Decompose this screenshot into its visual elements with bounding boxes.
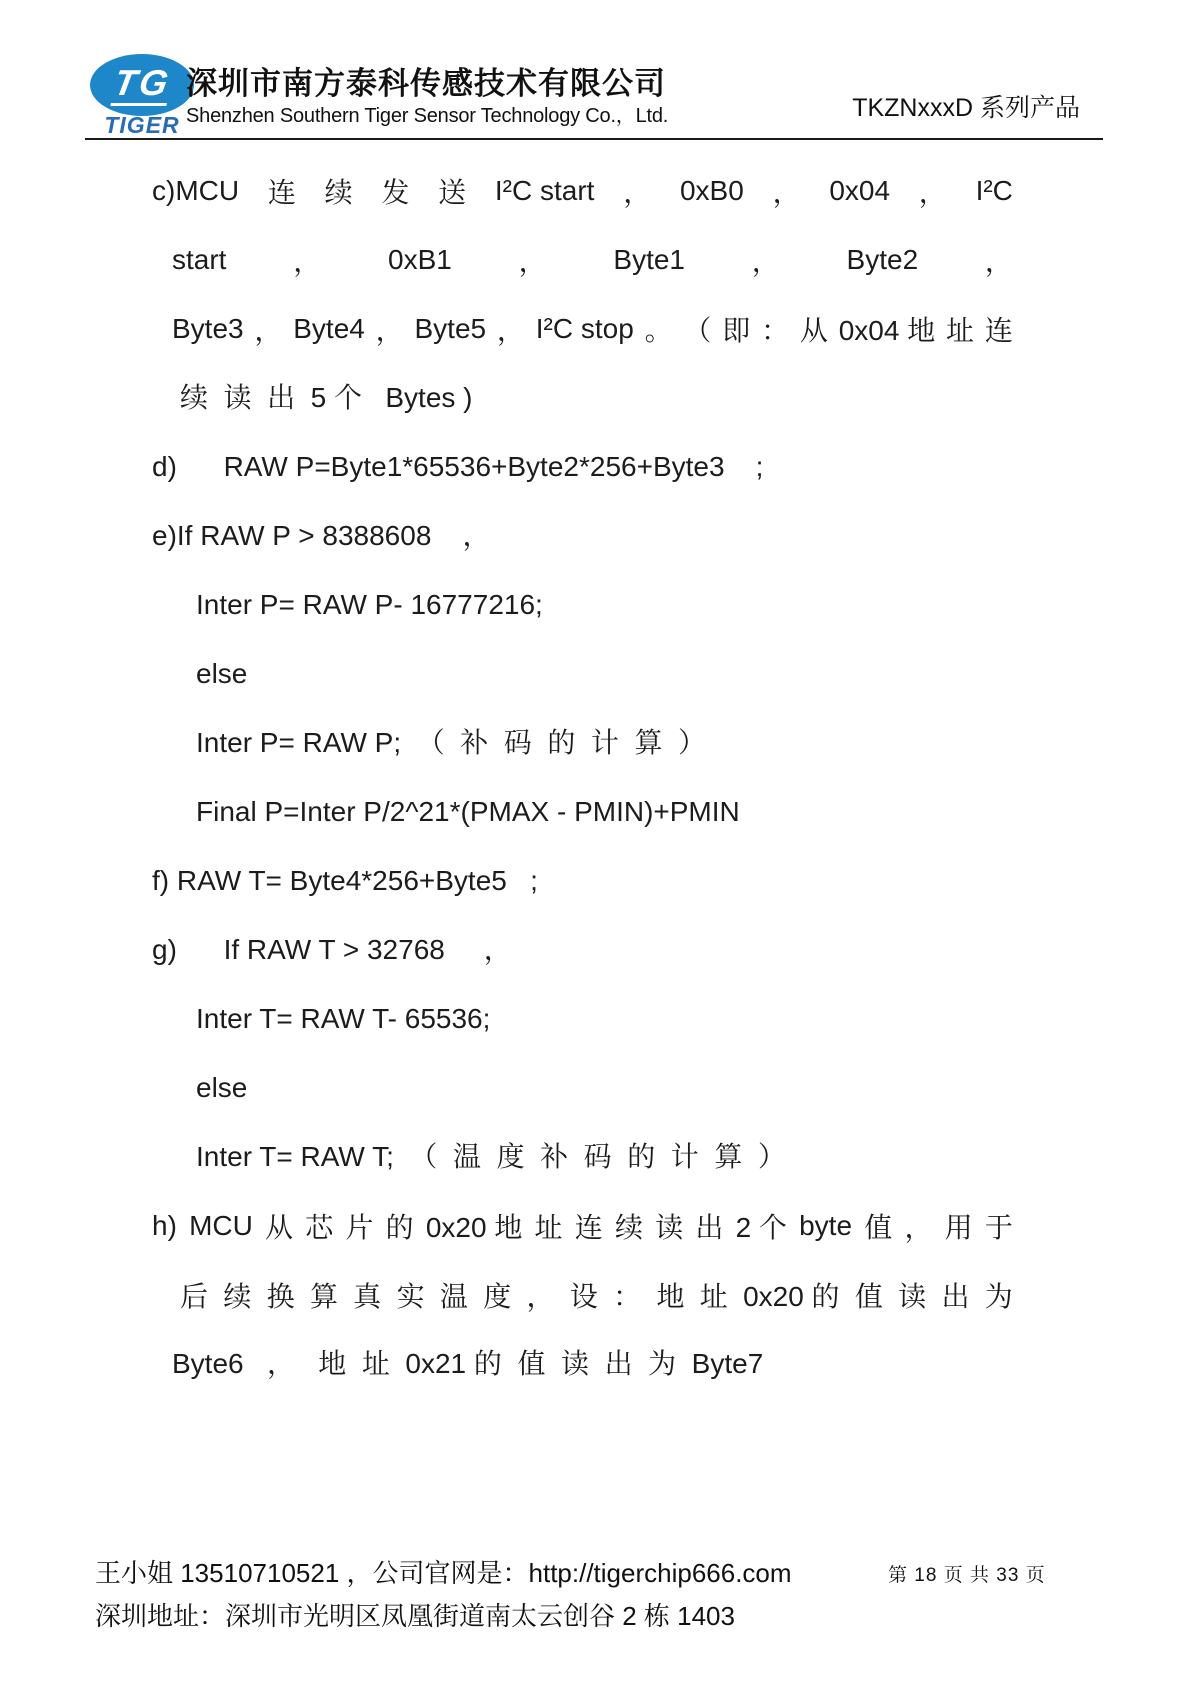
text-token: 读 — [898, 1280, 927, 1312]
doc-line: Inter T= RAW T; （ 温 度 补 码 的 计 算 ） — [196, 1141, 786, 1172]
text-token: 0x04 地 — [838, 314, 936, 346]
text-token: ， — [984, 245, 1013, 277]
text-token: 用 — [944, 1211, 973, 1243]
text-token: ， — [375, 314, 404, 346]
text-token: 换 — [266, 1280, 295, 1312]
doc-line: e)If RAW P > 8388608 ， — [152, 520, 491, 551]
text-token: 0x20 的 — [743, 1280, 840, 1312]
text-token: h) — [152, 1209, 177, 1241]
text-token: 值 — [864, 1211, 893, 1243]
text-token: I²C stop — [535, 312, 634, 344]
text-token: ， — [526, 1280, 555, 1312]
text-token: ， — [751, 245, 780, 277]
text-token: byte — [799, 1209, 853, 1241]
text-token: c)MCU — [152, 174, 240, 206]
text-token: start — [172, 243, 227, 275]
text-token: Byte2 — [846, 243, 919, 275]
text-token: 连 — [574, 1211, 603, 1243]
text-token: ： — [613, 1280, 642, 1312]
doc-line: d) RAW P=Byte1*65536+Byte2*256+Byte3 ; — [152, 451, 764, 482]
text-token: ， — [623, 176, 652, 208]
text-token: Byte4 — [293, 312, 365, 344]
text-token: 即 — [722, 314, 751, 346]
text-token: 出 — [941, 1280, 970, 1312]
company-logo-icon — [90, 54, 194, 116]
doc-line — [152, 294, 1013, 363]
text-token: 送 — [438, 176, 467, 208]
company-name-cn: 深圳市南方泰科传感技术有限公司 — [186, 66, 666, 101]
doc-line: Inter P= RAW P- 16777216; — [196, 589, 543, 620]
text-token: 真 — [353, 1280, 382, 1312]
text-token: 。 — [644, 314, 673, 346]
text-token: （ — [683, 314, 712, 346]
text-token: 算 — [309, 1280, 338, 1312]
text-token: Byte1 — [613, 243, 685, 275]
header-divider — [85, 138, 1103, 140]
doc-line: else — [196, 1072, 248, 1103]
text-token: 读 — [655, 1211, 684, 1243]
text-token: 发 — [381, 176, 410, 208]
text-token: 芯 — [305, 1211, 334, 1243]
text-token: 0x04 — [829, 174, 891, 206]
text-token: 为 — [984, 1280, 1013, 1312]
doc-line — [152, 1260, 1013, 1329]
doc-line: Byte6 ， 地 址 0x21 的 值 读 出 为 Byte7 — [172, 1348, 764, 1379]
text-token: 的 — [385, 1211, 414, 1243]
footer-contact-line: 王小姐 13510710521 ，公司官网是：http://tigerchip666.com — [95, 1558, 792, 1588]
text-token: 片 — [345, 1211, 374, 1243]
text-token: 从 — [265, 1211, 294, 1243]
text-token: ， — [496, 314, 525, 346]
text-token: 度 — [483, 1280, 512, 1312]
text-token: 连 — [984, 314, 1013, 346]
text-token: 0x20 地 — [425, 1211, 523, 1243]
footer-address-line: 深圳地址：深圳市光明区凤凰街道南太云创谷 2 栋 1403 — [95, 1601, 735, 1631]
footer-contact-block — [95, 1552, 792, 1638]
text-token: 连 — [267, 176, 296, 208]
text-token: 地 — [656, 1280, 685, 1312]
text-token: 0xB1 — [388, 243, 452, 275]
text-token: ， — [772, 176, 801, 208]
text-token: 址 — [699, 1280, 728, 1312]
text-token: 出 — [695, 1211, 724, 1243]
doc-line: 续 读 出 5 个 Bytes ) — [180, 382, 473, 413]
text-token: 于 — [984, 1211, 1013, 1243]
logo-monogram: TG — [110, 65, 173, 106]
text-token: Byte3 — [172, 312, 244, 344]
text-token: 值 — [854, 1280, 883, 1312]
text-token: 设 — [569, 1280, 598, 1312]
text-token: ， — [254, 314, 283, 346]
doc-line: Inter T= RAW T- 65536; — [196, 1003, 491, 1034]
logo-wordmark: TIGER — [104, 112, 180, 138]
doc-line: f) RAW T= Byte4*256+Byte5 ; — [152, 865, 538, 896]
text-token: ， — [293, 245, 322, 277]
text-token: ： — [761, 314, 790, 346]
doc-line: g) If RAW T > 32768 ， — [152, 934, 512, 965]
text-token: 实 — [396, 1280, 425, 1312]
text-token: 0xB0 — [679, 174, 744, 206]
text-token: MCU — [189, 1209, 253, 1241]
doc-line — [152, 1191, 1013, 1260]
doc-line: Inter P= RAW P; （ 补 码 的 计 算 ） — [196, 727, 707, 758]
text-token: 续 — [614, 1211, 643, 1243]
text-token: I²C start — [494, 174, 595, 206]
text-token: 址 — [534, 1211, 563, 1243]
doc-line: Final P=Inter P/2^21*(PMAX - PMIN)+PMIN — [196, 796, 740, 827]
text-token: 址 — [946, 314, 975, 346]
page-number-indicator: 第 18 页 共 33 页 — [888, 1565, 1046, 1586]
product-series-label: TKZNxxxD 系列产品 — [852, 94, 1080, 122]
document-body — [152, 156, 1013, 1398]
text-token: ， — [904, 1211, 933, 1243]
text-token: 续 — [324, 176, 353, 208]
text-token: Byte5 — [414, 312, 487, 344]
text-token: 后 — [180, 1280, 209, 1312]
text-token: 温 — [439, 1280, 468, 1312]
doc-line: else — [196, 658, 248, 689]
text-token: 从 — [799, 314, 828, 346]
text-token: 续 — [223, 1280, 252, 1312]
company-name-en: Shenzhen Southern Tiger Sensor Technology Co.，Ltd. — [186, 105, 669, 127]
text-token: ， — [518, 245, 547, 277]
text-token: 2 个 — [735, 1211, 787, 1243]
text-token: I²C — [975, 174, 1013, 206]
doc-line — [152, 156, 1013, 225]
doc-line — [152, 225, 1013, 294]
text-token: ， — [918, 176, 947, 208]
